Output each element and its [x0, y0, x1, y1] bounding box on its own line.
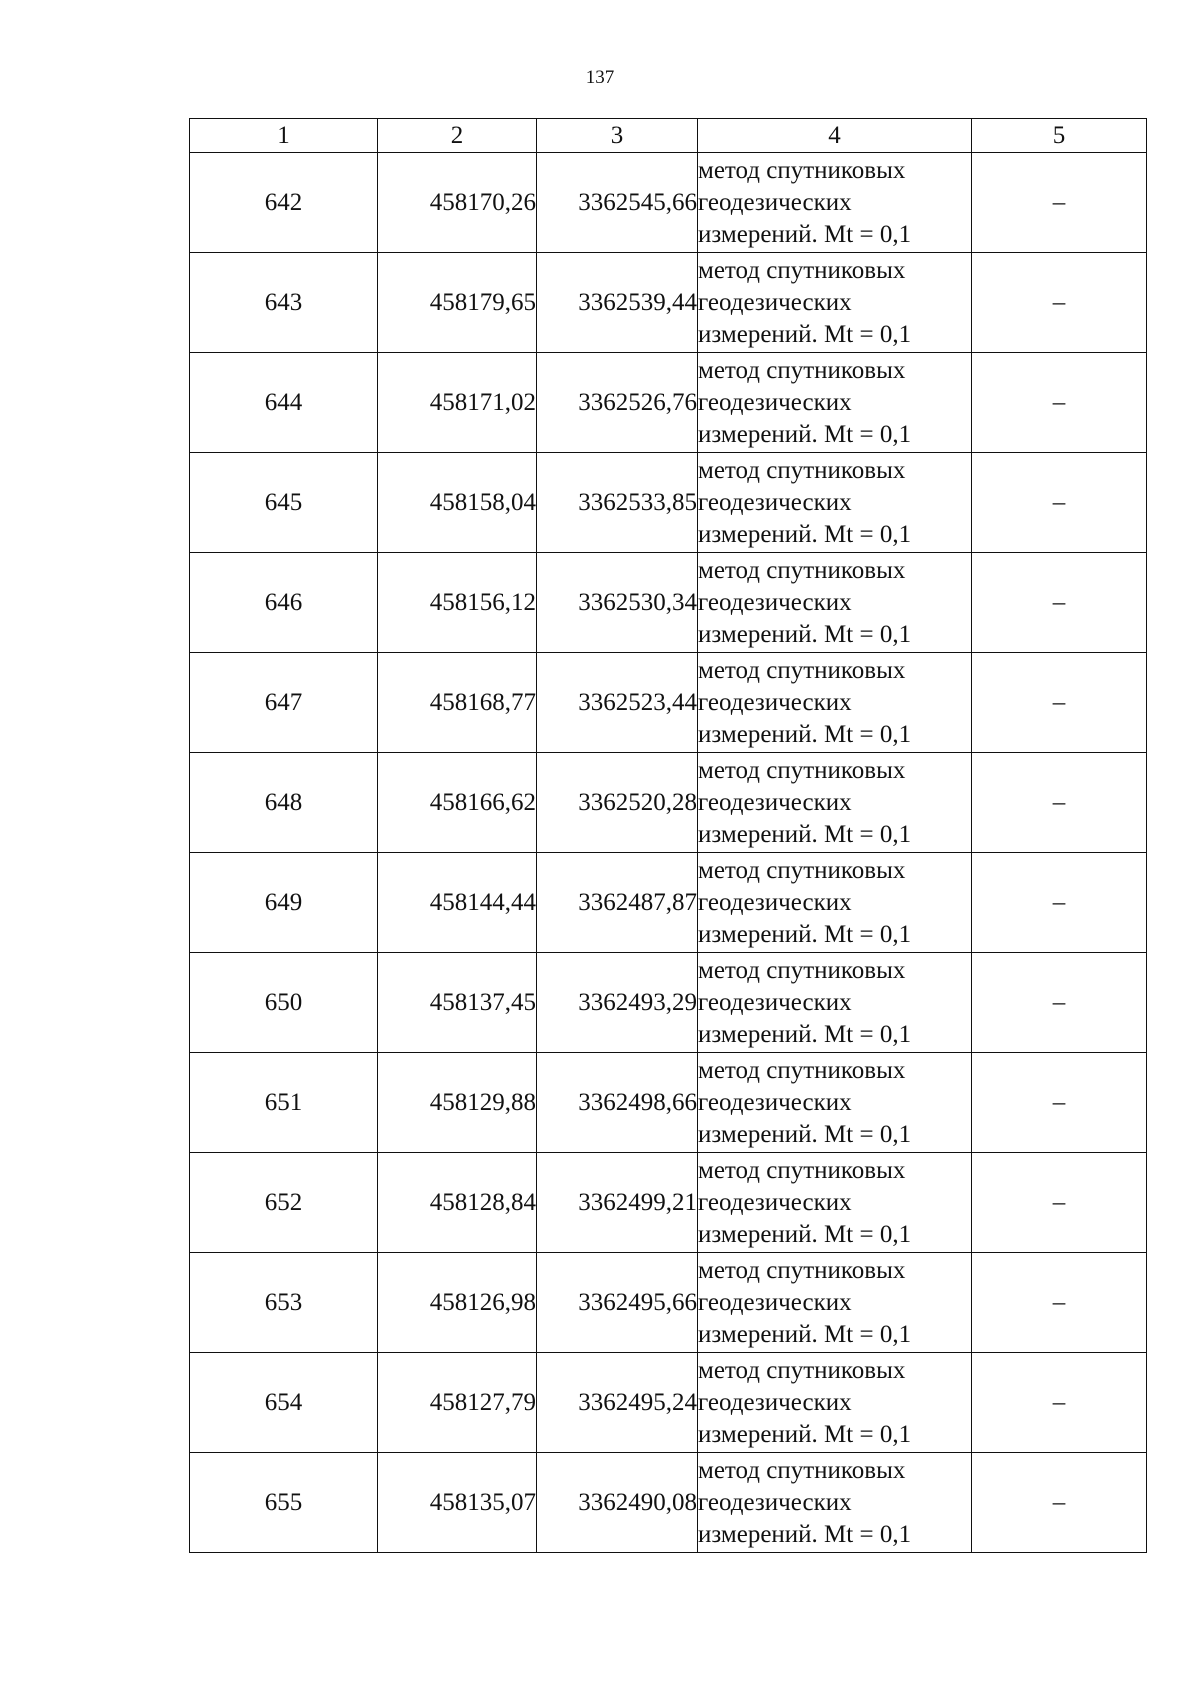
point-number-cell: 642: [190, 153, 378, 253]
table-row: [190, 453, 1147, 553]
method-line: измерений. Mt = 0,1: [698, 720, 912, 748]
note-cell: –: [972, 353, 1147, 453]
method-line: метод спутниковых: [698, 856, 906, 884]
method-line: метод спутниковых: [698, 956, 906, 984]
y-coordinate-cell: 3362520,28: [537, 753, 698, 853]
x-coordinate-cell: 458144,44: [378, 853, 537, 953]
method-cell: [698, 553, 972, 653]
method-line: геодезических: [698, 988, 852, 1016]
method-line: измерений. Mt = 0,1: [698, 420, 912, 448]
method-line: метод спутниковых: [698, 1056, 906, 1084]
method-line: измерений. Mt = 0,1: [698, 320, 912, 348]
note-cell: –: [972, 853, 1147, 953]
method-line: метод спутниковых: [698, 456, 906, 484]
method-line: геодезических: [698, 388, 852, 416]
table-row: [190, 1453, 1147, 1553]
method-cell: [698, 153, 972, 253]
method-line: измерений. Mt = 0,1: [698, 220, 912, 248]
method-line: измерений. Mt = 0,1: [698, 1320, 912, 1348]
note-cell: –: [972, 1153, 1147, 1253]
x-coordinate-cell: 458135,07: [378, 1453, 537, 1553]
method-cell: [698, 1053, 972, 1153]
method-line: метод спутниковых: [698, 256, 906, 284]
table-row: [190, 853, 1147, 953]
note-cell: –: [972, 1353, 1147, 1453]
y-coordinate-cell: 3362545,66: [537, 153, 698, 253]
x-coordinate-cell: 458179,65: [378, 253, 537, 353]
y-coordinate-cell: 3362533,85: [537, 453, 698, 553]
column-header-5: 5: [972, 119, 1147, 153]
note-cell: –: [972, 1253, 1147, 1353]
x-coordinate-cell: 458137,45: [378, 953, 537, 1053]
method-line: геодезических: [698, 188, 852, 216]
method-line: измерений. Mt = 0,1: [698, 620, 912, 648]
method-line: измерений. Mt = 0,1: [698, 1520, 912, 1548]
point-number-cell: 646: [190, 553, 378, 653]
point-number-cell: 648: [190, 753, 378, 853]
method-cell: [698, 953, 972, 1053]
method-line: геодезических: [698, 1288, 852, 1316]
x-coordinate-cell: 458129,88: [378, 1053, 537, 1153]
method-line: геодезических: [698, 1488, 852, 1516]
method-line: метод спутниковых: [698, 156, 906, 184]
y-coordinate-cell: 3362526,76: [537, 353, 698, 453]
method-line: геодезических: [698, 488, 852, 516]
method-line: метод спутниковых: [698, 1356, 906, 1384]
x-coordinate-cell: 458128,84: [378, 1153, 537, 1253]
method-line: метод спутниковых: [698, 356, 906, 384]
note-cell: –: [972, 1053, 1147, 1153]
x-coordinate-cell: 458127,79: [378, 1353, 537, 1453]
method-line: метод спутниковых: [698, 756, 906, 784]
note-cell: –: [972, 453, 1147, 553]
method-line: метод спутниковых: [698, 1156, 906, 1184]
method-line: измерений. Mt = 0,1: [698, 920, 912, 948]
note-cell: –: [972, 953, 1147, 1053]
method-line: геодезических: [698, 788, 852, 816]
column-header-2: 2: [378, 119, 537, 153]
point-number-cell: 654: [190, 1353, 378, 1453]
method-line: геодезических: [698, 1188, 852, 1216]
method-line: геодезических: [698, 288, 852, 316]
point-number-cell: 655: [190, 1453, 378, 1553]
point-number-cell: 643: [190, 253, 378, 353]
point-number-cell: 651: [190, 1053, 378, 1153]
method-line: геодезических: [698, 588, 852, 616]
note-cell: –: [972, 653, 1147, 753]
note-cell: –: [972, 153, 1147, 253]
method-line: метод спутниковых: [698, 1256, 906, 1284]
method-cell: [698, 353, 972, 453]
method-line: метод спутниковых: [698, 1456, 906, 1484]
method-cell: [698, 453, 972, 553]
note-cell: –: [972, 253, 1147, 353]
column-header-4: 4: [698, 119, 972, 153]
method-line: геодезических: [698, 1088, 852, 1116]
point-number-cell: 644: [190, 353, 378, 453]
method-line: измерений. Mt = 0,1: [698, 1120, 912, 1148]
table-row: [190, 553, 1147, 653]
point-number-cell: 647: [190, 653, 378, 753]
method-line: измерений. Mt = 0,1: [698, 820, 912, 848]
method-cell: [698, 1353, 972, 1453]
table-row: [190, 1053, 1147, 1153]
x-coordinate-cell: 458170,26: [378, 153, 537, 253]
method-cell: [698, 653, 972, 753]
x-coordinate-cell: 458166,62: [378, 753, 537, 853]
y-coordinate-cell: 3362539,44: [537, 253, 698, 353]
y-coordinate-cell: 3362495,24: [537, 1353, 698, 1453]
method-cell: [698, 1153, 972, 1253]
table-row: [190, 753, 1147, 853]
table-row: [190, 953, 1147, 1053]
note-cell: –: [972, 1453, 1147, 1553]
method-line: измерений. Mt = 0,1: [698, 520, 912, 548]
table-row: [190, 353, 1147, 453]
method-line: измерений. Mt = 0,1: [698, 1420, 912, 1448]
table-body: [190, 153, 1147, 1553]
y-coordinate-cell: 3362523,44: [537, 653, 698, 753]
y-coordinate-cell: 3362499,21: [537, 1153, 698, 1253]
method-line: геодезических: [698, 688, 852, 716]
x-coordinate-cell: 458171,02: [378, 353, 537, 453]
x-coordinate-cell: 458156,12: [378, 553, 537, 653]
method-line: измерений. Mt = 0,1: [698, 1220, 912, 1248]
method-line: метод спутниковых: [698, 656, 906, 684]
point-number-cell: 653: [190, 1253, 378, 1353]
method-line: геодезических: [698, 1388, 852, 1416]
column-header-1: 1: [190, 119, 378, 153]
method-cell: [698, 253, 972, 353]
y-coordinate-cell: 3362487,87: [537, 853, 698, 953]
y-coordinate-cell: 3362498,66: [537, 1053, 698, 1153]
point-number-cell: 645: [190, 453, 378, 553]
page-number: 137: [585, 67, 615, 88]
table-row: [190, 1153, 1147, 1253]
method-cell: [698, 853, 972, 953]
note-cell: –: [972, 553, 1147, 653]
method-cell: [698, 753, 972, 853]
table-row: [190, 653, 1147, 753]
method-line: метод спутниковых: [698, 556, 906, 584]
method-line: геодезических: [698, 888, 852, 916]
method-cell: [698, 1453, 972, 1553]
table-row: [190, 153, 1147, 253]
table-row: [190, 1353, 1147, 1453]
y-coordinate-cell: 3362493,29: [537, 953, 698, 1053]
table-row: [190, 1253, 1147, 1353]
y-coordinate-cell: 3362530,34: [537, 553, 698, 653]
x-coordinate-cell: 458158,04: [378, 453, 537, 553]
y-coordinate-cell: 3362490,08: [537, 1453, 698, 1553]
point-number-cell: 652: [190, 1153, 378, 1253]
x-coordinate-cell: 458126,98: [378, 1253, 537, 1353]
table-row: [190, 253, 1147, 353]
point-number-cell: 650: [190, 953, 378, 1053]
method-cell: [698, 1253, 972, 1353]
note-cell: –: [972, 753, 1147, 853]
x-coordinate-cell: 458168,77: [378, 653, 537, 753]
column-header-3: 3: [537, 119, 698, 153]
coordinates-table: [189, 118, 1147, 1553]
table-header-row: [190, 119, 1147, 153]
y-coordinate-cell: 3362495,66: [537, 1253, 698, 1353]
method-line: измерений. Mt = 0,1: [698, 1020, 912, 1048]
point-number-cell: 649: [190, 853, 378, 953]
